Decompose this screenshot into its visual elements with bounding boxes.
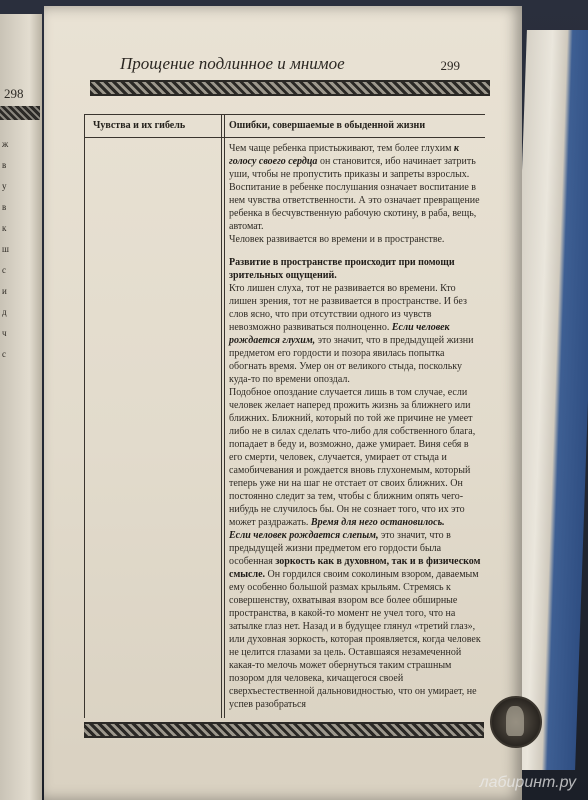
text-run: он становится, ибо начинает затрить уши, чтобы не пропустить приказы и запреты взрослых. Воспитание в ребенке послушания означает воспитание в нем чувства ответственности. А это означает превращение ребенка в бесчувственную рабочую скотину, в раба, вещь, автомат.	[229, 156, 480, 232]
left-fragment: в	[2, 160, 7, 170]
left-fragment: с	[2, 265, 6, 275]
bold-run: зоркость как в духовном, так и в физическом смысле.	[229, 556, 481, 580]
watermark: лабиринт.ру	[479, 774, 576, 791]
left-ornament-band	[0, 106, 40, 120]
table-header	[85, 114, 485, 138]
body-text	[229, 142, 483, 711]
column-divider-inner	[224, 114, 225, 718]
left-fragment: у	[2, 181, 7, 191]
left-page-fragments	[2, 134, 9, 365]
page-number: 299	[440, 58, 460, 73]
running-title: Прощение подлинное и мнимое	[120, 54, 345, 73]
left-page-edge	[0, 14, 42, 800]
paragraph	[229, 142, 483, 233]
left-fragment: с	[2, 349, 6, 359]
bottom-ornament-band	[84, 722, 484, 738]
left-page-number: 298	[4, 86, 24, 101]
bold-heading: Развитие в пространстве происходит при помощи зрительных ощущений.	[229, 257, 455, 281]
paragraph	[229, 282, 483, 386]
emphasis: Если человек рождается глухим,	[229, 322, 450, 346]
left-fragment: ч	[2, 328, 7, 338]
text-run: Он гордился своим соколиным взором, даваемым ему особенно большой размах крыльям. Стремясь к совершенству, охватывая взором все более обширные пространства, в какой-то момент не учел того, что на затылке глаз нет. Назад и в будущее глянул «третий глаз», или духовная зоркость, которая проявляется, когда человек не целится глазами за цель. Оставшаяся незамеченной какая-то мелочь может обернуться таким страшным позором для человека, кичащегося своей сверхъестественной дальновидностью, что он умирает, не успев разобраться	[229, 569, 481, 710]
paragraph	[229, 256, 483, 282]
left-fragment: д	[2, 307, 7, 317]
text-run: Кто лишен слуха, тот не развивается во времени. Кто лишен зрения, тот не развивается в пространстве. И без слов ясно, что при отсутствии одного из чувств невозможно развиваться полноценно.	[229, 283, 467, 333]
paragraph	[229, 386, 483, 529]
left-column-header: Чувства и их гибель	[93, 120, 186, 131]
top-ornament-band	[90, 80, 490, 96]
two-column-table	[84, 114, 485, 718]
ornament-medallion-icon	[490, 696, 542, 748]
emphasis: Если человек рождается слепым,	[229, 530, 379, 541]
text-run: это значит, что в предыдущей жизни предметом его гордости и позора явилась попытка обогнать время. Умер он от великого стыда, поскольку куда-то по времени опоздал.	[229, 335, 474, 385]
right-page	[44, 6, 522, 800]
running-header	[120, 54, 460, 78]
left-fragment: ж	[2, 139, 9, 149]
text-run: Чем чаще ребенка пристыживают, тем более глухим	[229, 143, 454, 154]
paragraph: Человек развивается во времени и в пространстве.	[229, 234, 445, 245]
column-divider	[221, 114, 222, 718]
paragraph	[229, 529, 483, 711]
text-run: это значит, что в предыдущей жизни предметом его гордости была особенная	[229, 530, 451, 567]
left-fragment: в	[2, 202, 7, 212]
text-run: Подобное опоздание случается лишь в том случае, если человек желает наперед прожить жизнь за ближнего или ближних. Ближний, который по той же причине не умеет либо не в силах сделать что-либо для собственного блага, попадает в беду и, возможно, даже умирает. Виня себя в его смерти, человек, случается, умирает от стыда и самобичевания и рождается вновь глухонемым, который теперь уже ни на шаг не отстает от своих ближних. Он постоянно следит за тем, чтобы с ближним опять чего-нибудь не случилось бы. Он не сознает того, что их это может раздражать.	[229, 387, 476, 528]
emphasis: Время для него остановилось.	[310, 517, 445, 528]
emphasis: к голосу своего сердца	[229, 143, 459, 167]
right-column-header: Ошибки, совершаемые в обыденной жизни	[229, 120, 426, 131]
left-fragment: к	[2, 223, 7, 233]
left-fragment: и	[2, 286, 7, 296]
left-fragment: ш	[2, 244, 9, 254]
